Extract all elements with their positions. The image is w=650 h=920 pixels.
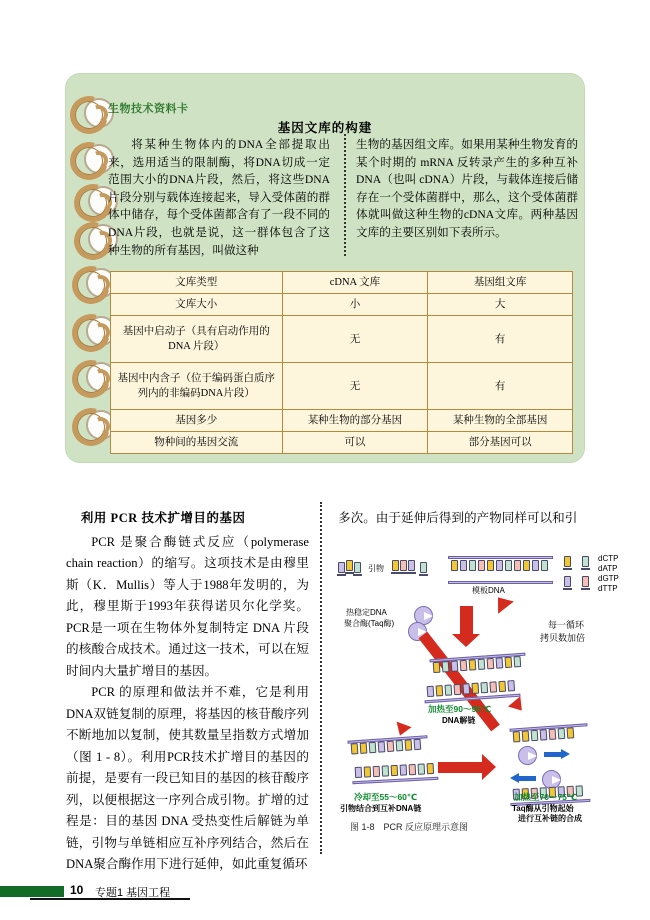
card-column-left	[108, 136, 330, 259]
table-cell-cdna: 某种生物的部分基因	[282, 410, 428, 432]
denature-temp-label: 加热至90～95℃	[428, 704, 492, 714]
card-column-right	[356, 136, 578, 242]
table-row	[111, 316, 573, 363]
table-cell-genomic: 有	[428, 363, 573, 410]
section-subheading: 利用 PCR 技术扩增目的基因	[80, 511, 246, 525]
footer-accent-bar	[0, 886, 64, 897]
table-cell-genomic: 有	[428, 316, 573, 363]
page-footer	[0, 880, 650, 910]
table-row	[111, 410, 573, 432]
library-comparison-table	[110, 271, 573, 454]
denatured-strand-bottom	[423, 679, 520, 704]
card-paragraph-right: 生物的基因组文库。如果用某种生物发育的某个时期的 mRNA 反转录产生的多种互补DNA（也叫 cDNA）片段，与载体连接后储存在一个受体菌群中，那么，这个受体菌群体就叫做这种生物的cDNA文库。两种基因文库的主要区别如下表所示。	[356, 138, 578, 239]
table-cell-label: 基因多少	[111, 410, 283, 432]
table-cell-label: 文库大小	[111, 294, 283, 316]
card-column-divider	[344, 134, 346, 256]
table-header-cell: 基因组文库	[428, 272, 573, 294]
table-cell-genomic: 部分基因可以	[428, 432, 573, 454]
table-header-cell: cDNA 文库	[282, 272, 428, 294]
dntp-label-dgtp: dGTP	[598, 574, 619, 583]
template-dna-duplex	[448, 556, 553, 584]
table-cell-label: 基因中启动子（具有启动作用的 DNA 片段）	[111, 316, 283, 363]
polymerase-label-line2: 聚合酶(Taq酶)	[344, 619, 395, 628]
anneal-desc-label: 引物结合到互补DNA链	[340, 804, 422, 813]
page-number: 10	[70, 883, 84, 897]
extend-temp-label: 加热至70～75℃	[514, 792, 578, 802]
template-dna-label: 模板DNA	[472, 586, 505, 595]
table-cell-cdna: 无	[282, 316, 428, 363]
polymerase-label-line1: 热稳定DNA	[346, 608, 387, 617]
cycle-label-line1: 每一循环	[548, 620, 585, 630]
body-column-left	[66, 508, 309, 876]
table-cell-label: 物种间的基因交流	[111, 432, 283, 454]
dntp-label-dttp: dTTP	[598, 584, 618, 593]
card-paragraph-left: 将某种生物体内的DNA全部提取出来，选用适当的限制酶，将DNA切成一定范围大小的DNA片段，然后，将这些DNA片段分别与载体连接起来，导入受体菌的群体中储存，每个受体菌都含有了一段不同的DNA片段，也就是说，这一群体包含了这种生物的所有基因，叫做这种	[108, 138, 330, 257]
table-cell-cdna: 无	[282, 363, 428, 410]
pcr-principle-figure	[332, 548, 632, 838]
footer-chapter-label: 专题1 基因工程	[95, 887, 171, 899]
cycle-label-line2: 拷贝数加倍	[540, 633, 586, 643]
synthesis-direction-arrow	[518, 776, 536, 781]
synthesis-direction-arrow	[544, 752, 562, 757]
dntp-label-datp: dATP	[598, 564, 618, 573]
table-cell-genomic: 大	[428, 294, 573, 316]
extend-desc-label-line1: Taq酶从引物起始	[512, 804, 574, 813]
table-row	[111, 432, 573, 454]
library-comparison-table-wrap	[110, 271, 573, 454]
anneal-temp-label: 冷却至55～60℃	[354, 792, 418, 802]
extend-desc-label-line2: 进行互补链的合成	[518, 814, 582, 823]
table-cell-cdna: 小	[282, 294, 428, 316]
annealed-strand-bottom	[352, 762, 439, 784]
extending-strand-top	[509, 723, 588, 746]
small-arrow-icon	[508, 696, 528, 715]
figure-caption: 图 1-8 PCR 反应原理示意图	[350, 822, 469, 832]
body-paragraph-2: PCR 的原理和做法并不难，它是利用DNA双链复制的原理，将基因的核苷酸序列不断地加以复制，使其数量呈指数方式增加（图 1 - 8）。利用PCR技术扩增目的基因的前提，是要有一段已知目的基因的核苷酸序列，以便根据这一序列合成引物。扩增的过程是：目的基因 DNA 受热变性后解链为单链，引物与单链相应互补序列结合，然后在DNA聚合酶作用下进行延伸，如此重复循环	[66, 685, 309, 871]
card-text-columns	[108, 136, 576, 256]
body-column-right	[338, 508, 590, 530]
table-row	[111, 294, 573, 316]
denature-desc-label: DNA解链	[442, 716, 476, 725]
body-column-divider	[320, 502, 322, 854]
taq-polymerase-icon	[518, 746, 537, 765]
card-title: 基因文库的构建	[277, 121, 373, 135]
annealed-strand-top	[347, 735, 428, 759]
table-header-row	[111, 272, 573, 294]
dntp-label-dctp: dCTP	[598, 554, 619, 563]
table-cell-cdna: 可以	[282, 432, 428, 454]
table-cell-genomic: 某种生物的全部基因	[428, 410, 573, 432]
table-row	[111, 363, 573, 410]
table-header-cell: 文库类型	[111, 272, 283, 294]
body-paragraph-right: 多次。由于延伸后得到的产物同样可以和引	[338, 511, 578, 525]
table-cell-label: 基因中内含子（位于编码蛋白质序列内的非编码DNA片段）	[111, 363, 283, 410]
card-tag-label: 生物技术资料卡	[108, 103, 189, 115]
body-paragraph-1: PCR 是聚合酶链式反应（polymerase chain reaction）的缩写。这项技术是由穆里斯（K．Mullis）等人于1988年发明的，为此，穆里斯于1993年获得诺贝尔化学奖。PCR是一项在生物体外复制特定 DNA 片段的核酸合成技术。通过这一技术，可以在短时间内大量扩增目的基因。	[66, 534, 309, 678]
primer-label: 引物	[368, 564, 384, 573]
